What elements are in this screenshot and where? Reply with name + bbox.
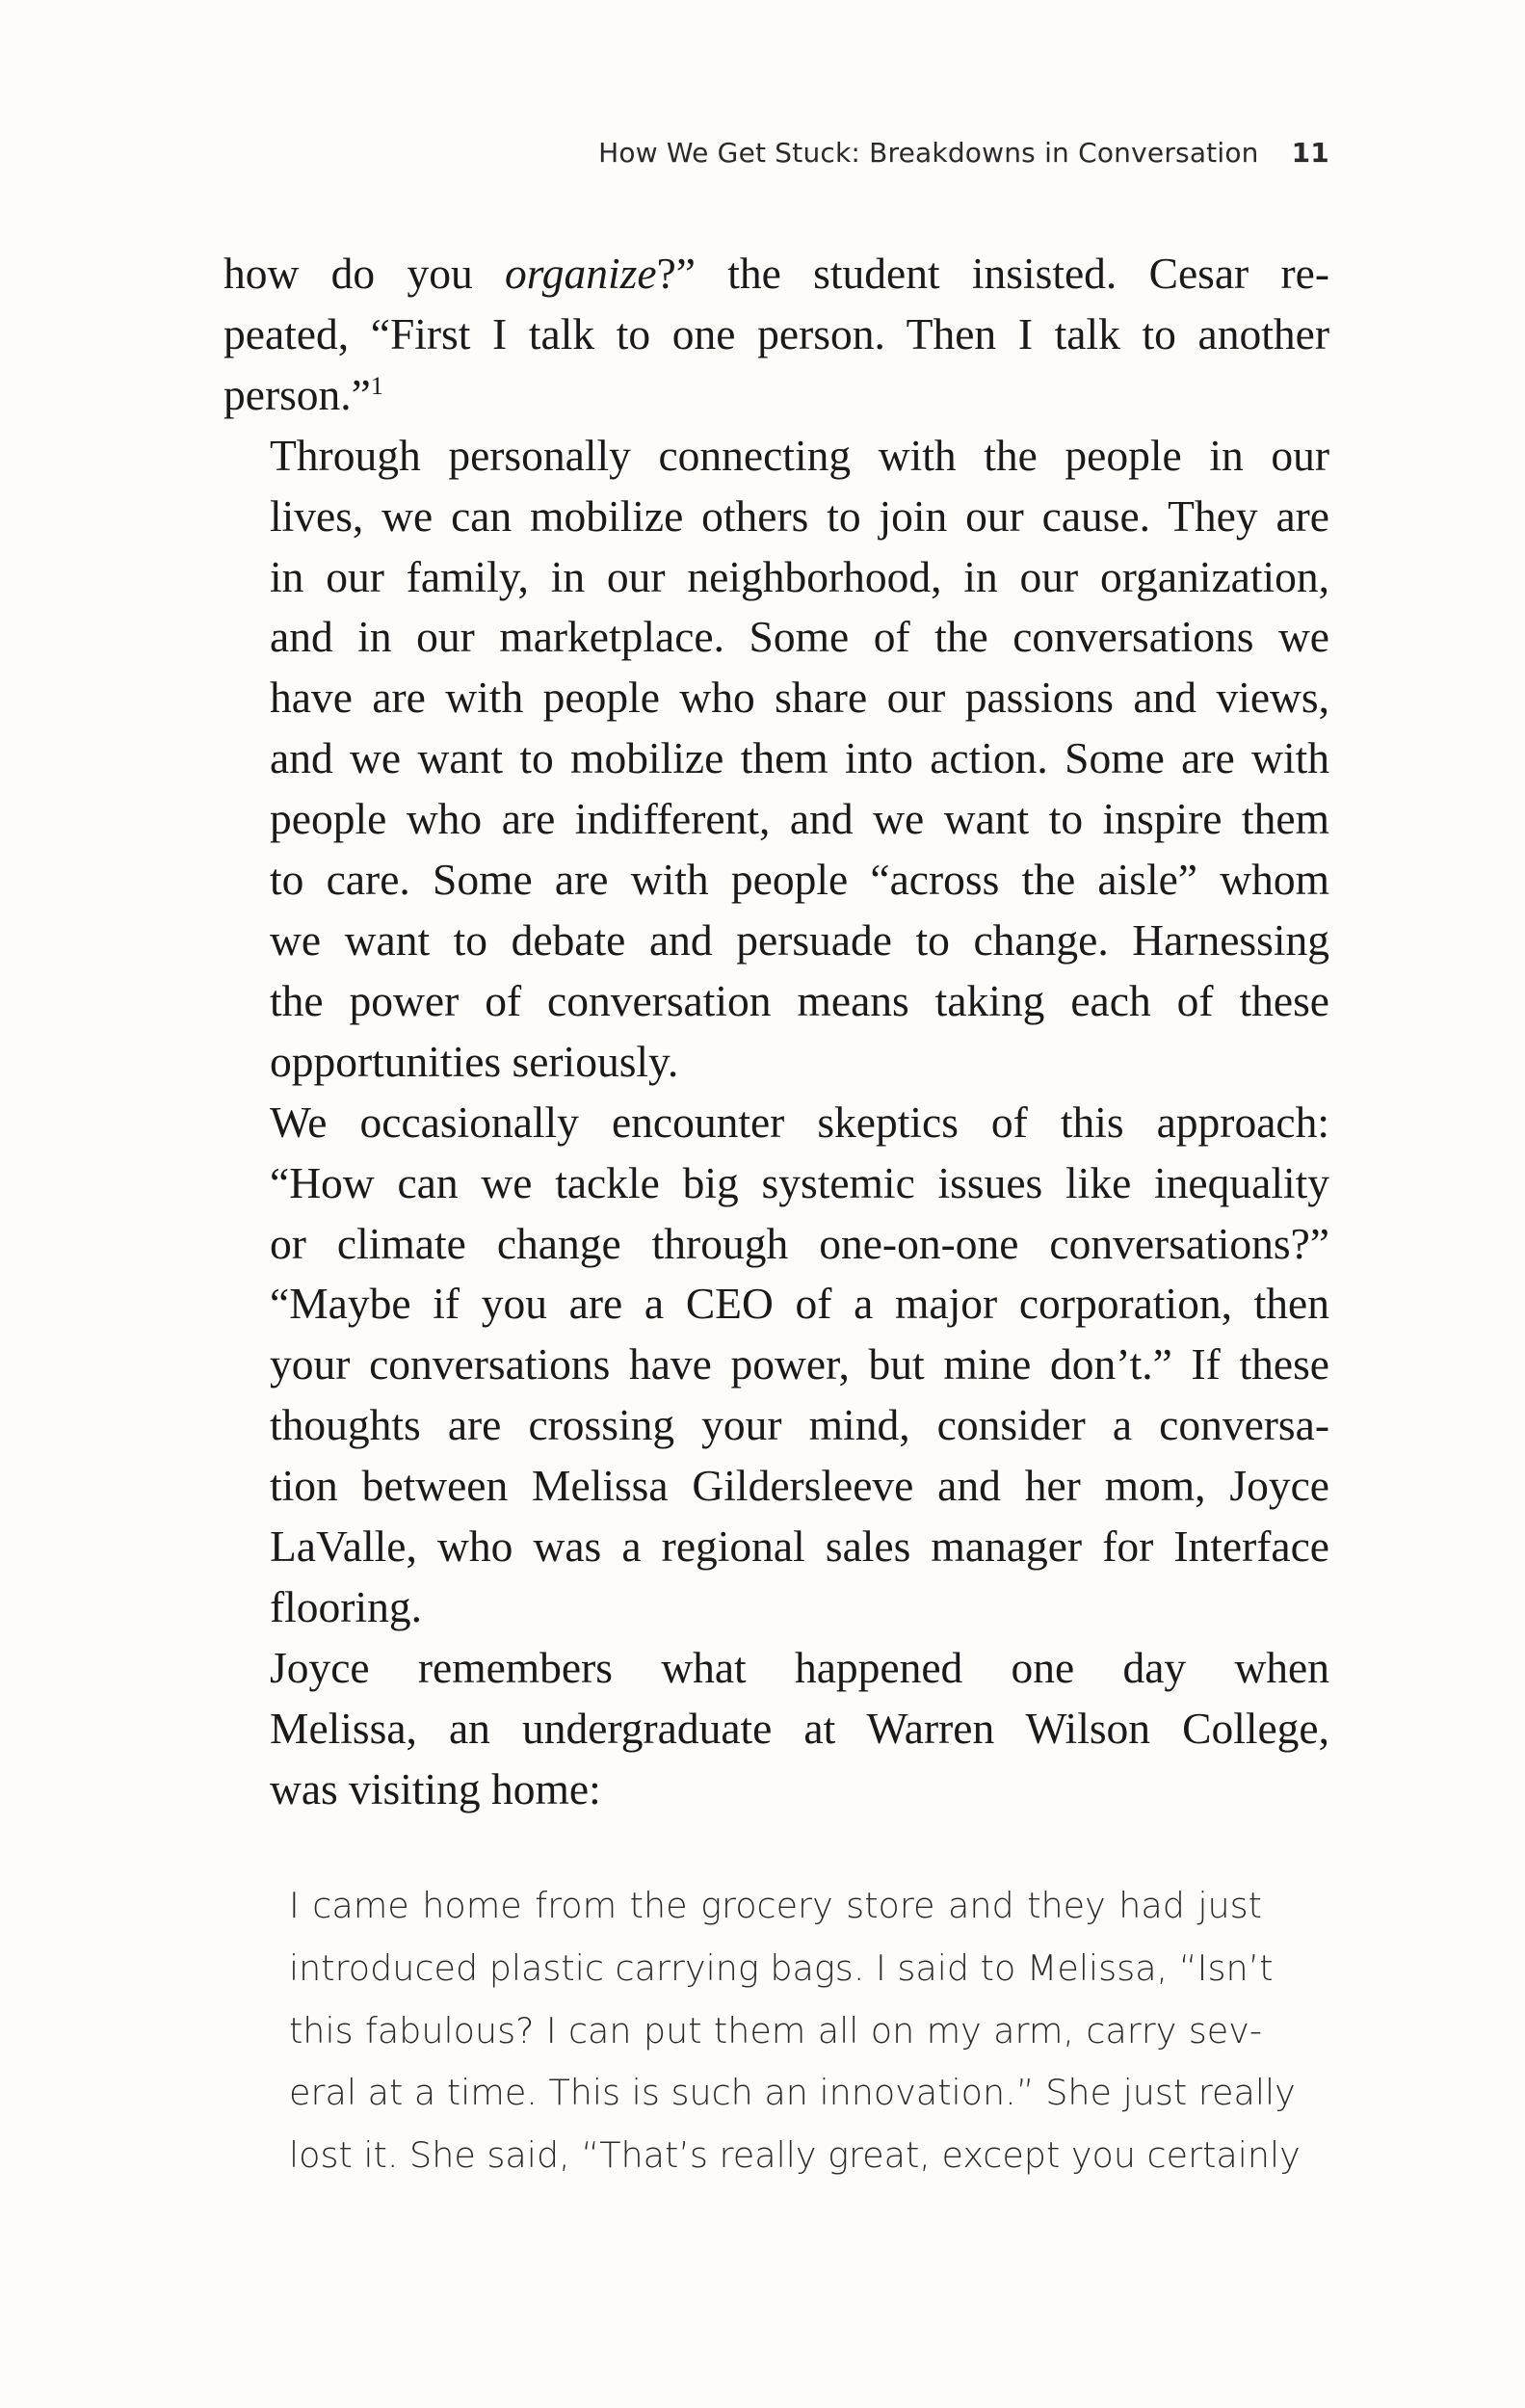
- text-line: Through personally connecting with the people in our: [270, 430, 1329, 480]
- text-run: how do you: [223, 249, 506, 298]
- text-line: introduced plastic carrying bags. I said to Melissa, “Isn’t: [289, 1946, 1274, 1989]
- text-line: your conversations have power, but mine don’t.” If these: [270, 1339, 1329, 1389]
- footnote-reference: 1: [370, 371, 383, 400]
- text-line: We occasionally encounter skeptics of this approach:: [270, 1097, 1329, 1147]
- text-line: flooring.: [270, 1581, 422, 1631]
- text-line: tion between Melissa Gildersleeve and her mom, Joyce: [270, 1461, 1329, 1511]
- text-line: and in our marketplace. Some of the conversations we: [270, 612, 1329, 662]
- text-line: “How can we tackle big systemic issues like inequality: [270, 1157, 1329, 1207]
- text-line: [223, 365, 1329, 426]
- text-line: this fabulous? I can put them all on my arm, carry sev-: [289, 2009, 1262, 2051]
- text-line: eral at a time. This is such an innovation.” She just really: [289, 2072, 1296, 2114]
- text-line: lives, we can mobilize others to join our cause. They are: [270, 490, 1329, 541]
- text-line: “Maybe if you are a CEO of a major corporation, then: [270, 1279, 1329, 1329]
- text-line: in our family, in our neighborhood, in our organization,: [270, 551, 1329, 601]
- paragraph-4: [223, 1638, 1329, 1820]
- paragraph-1: [223, 244, 1329, 426]
- text-line: Joyce remembers what happened one day when: [270, 1642, 1329, 1692]
- text-line: the power of conversation means taking each of these: [270, 975, 1329, 1025]
- page-number: 11: [1291, 137, 1329, 169]
- text-run: person.”: [223, 369, 371, 419]
- text-line: opportunities seriously.: [270, 1036, 679, 1086]
- block-quote-paragraph: [289, 1875, 1301, 2187]
- text-line: Melissa, an undergraduate at Warren Wilson College,: [270, 1703, 1329, 1753]
- text-line: people who are indifferent, and we want to inspire them: [270, 794, 1329, 844]
- text-line: peated, “First I talk to one person. Then I talk to another: [223, 308, 1329, 358]
- text-line: thoughts are crossing your mind, consider a conversa-: [270, 1400, 1329, 1450]
- emphasis-text: organize: [505, 249, 657, 298]
- text-line: or climate change through one-on-one conversations?”: [270, 1218, 1329, 1268]
- paragraph-3: [223, 1093, 1329, 1638]
- running-head: [223, 137, 1329, 169]
- text-line: to care. Some are with people “across the aisle” whom: [270, 855, 1329, 905]
- text-line: LaValle, who was a regional sales manager for Interface: [270, 1522, 1329, 1572]
- text-line: [223, 244, 1329, 304]
- text-line: and we want to mobilize them into action. Some are with: [270, 733, 1329, 783]
- body-text: [223, 244, 1329, 1820]
- text-line: was visiting home:: [270, 1763, 601, 1813]
- text-line: lost it. She said, “That’s really great, except you certainly: [289, 2134, 1301, 2177]
- text-line: we want to debate and persuade to change. Harnessing: [270, 914, 1329, 965]
- text-run: ?” the student insisted. Cesar re-: [656, 249, 1329, 298]
- running-head-title: How We Get Stuck: Breakdowns in Conversation: [598, 137, 1259, 169]
- text-line: I came home from the grocery store and they had just: [289, 1885, 1262, 1926]
- block-quote: [289, 1875, 1301, 2187]
- paragraph-2: [223, 426, 1329, 1093]
- text-line: have are with people who share our passions and views,: [270, 673, 1329, 723]
